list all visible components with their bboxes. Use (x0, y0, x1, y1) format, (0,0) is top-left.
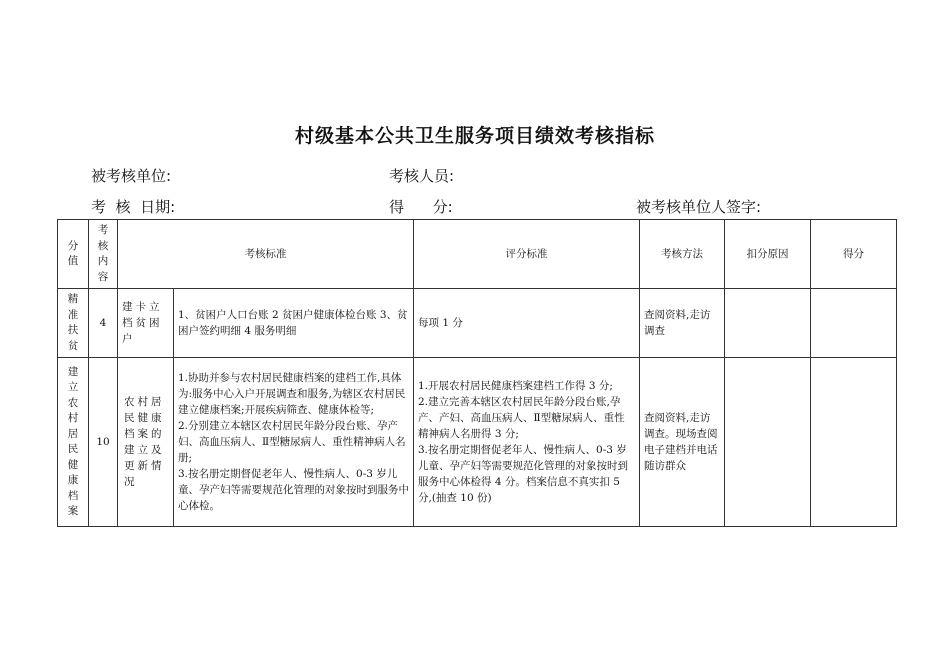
row-category-text: 建立农村居民健康档案 (67, 365, 79, 517)
header-score: 得分 (811, 220, 897, 289)
header-scoring: 评分标准 (414, 220, 640, 289)
row-score[interactable] (811, 358, 897, 527)
row-method: 查阅资料,走访调查 (640, 289, 725, 358)
row-method: 查阅资料,走访调查。现场查阅电子建档并电话随访群众 (640, 358, 725, 527)
row-category (58, 358, 89, 527)
assessment-date-label: 考 核 日期: (91, 198, 176, 216)
table-row (58, 289, 897, 358)
assessor-label: 考核人员: (389, 167, 455, 185)
assessment-table (57, 219, 897, 527)
score-label: 得 分: (389, 198, 453, 216)
header-content-text: 考核内容 (97, 224, 109, 283)
row-standard: 1、贫困户人口台账 2 贫困户健康体检台账 3、贫困户签约明细 4 服务明细 (174, 289, 414, 358)
row-score[interactable] (811, 289, 897, 358)
row-item: 农村居民健康档案的建立及更新情况 (118, 358, 174, 527)
row-scoring: 1.开展农村居民健康档案建档工作得 3 分; 2.建立完善本辖区农村居民年龄分段台账,孕产、产妇、高血压病人、Ⅱ型糖尿病人、重性精神病人名册得 3 分; 3.按名册定期督促老年人、慢性病人、0-3 岁儿童、孕产妇等需要规范化管理的对象按时到服务中心体检得 4 分。档案信息不真实扣 5 分,(抽查 10 份) (414, 358, 640, 527)
row-category-text: 精准扶贫 (67, 293, 79, 352)
row-points: 10 (89, 358, 118, 527)
header-fen-zhi-text: 分值 (67, 239, 79, 267)
page-title: 村级基本公共卫生服务项目绩效考核指标 (294, 125, 655, 147)
header-fen-zhi (58, 220, 89, 289)
row-standard: 1.协助并参与农村居民健康档案的建档工作,具体为:服务中心入户开展调查和服务,为辖区农村居民建立健康档案;开展疾病筛查、健康体检等; 2.分别建立本辖区农村居民年龄分段台账、孕产妇、高血压病人、Ⅱ型糖尿病人、重性精神病人名册; 3.按名册定期督促老年人、慢性病人、0-3 岁儿童、孕产妇等需要规范化管理的对象按时到服务中心体检。 (174, 358, 414, 527)
table-row (58, 358, 897, 527)
row-scoring: 每项 1 分 (414, 289, 640, 358)
row-deduct[interactable] (725, 358, 811, 527)
header-standard: 考核标准 (118, 220, 414, 289)
row-category (58, 289, 89, 358)
row-points: 4 (89, 289, 118, 358)
row-item: 建卡立档贫困户 (118, 289, 174, 358)
header-method: 考核方法 (640, 220, 725, 289)
signature-label: 被考核单位人签字: (636, 198, 762, 216)
header-content (89, 220, 118, 289)
row-deduct[interactable] (725, 289, 811, 358)
header-deduct: 扣分原因 (725, 220, 811, 289)
table-header-row (58, 220, 897, 289)
assessed-unit-label: 被考核单位: (91, 167, 172, 185)
